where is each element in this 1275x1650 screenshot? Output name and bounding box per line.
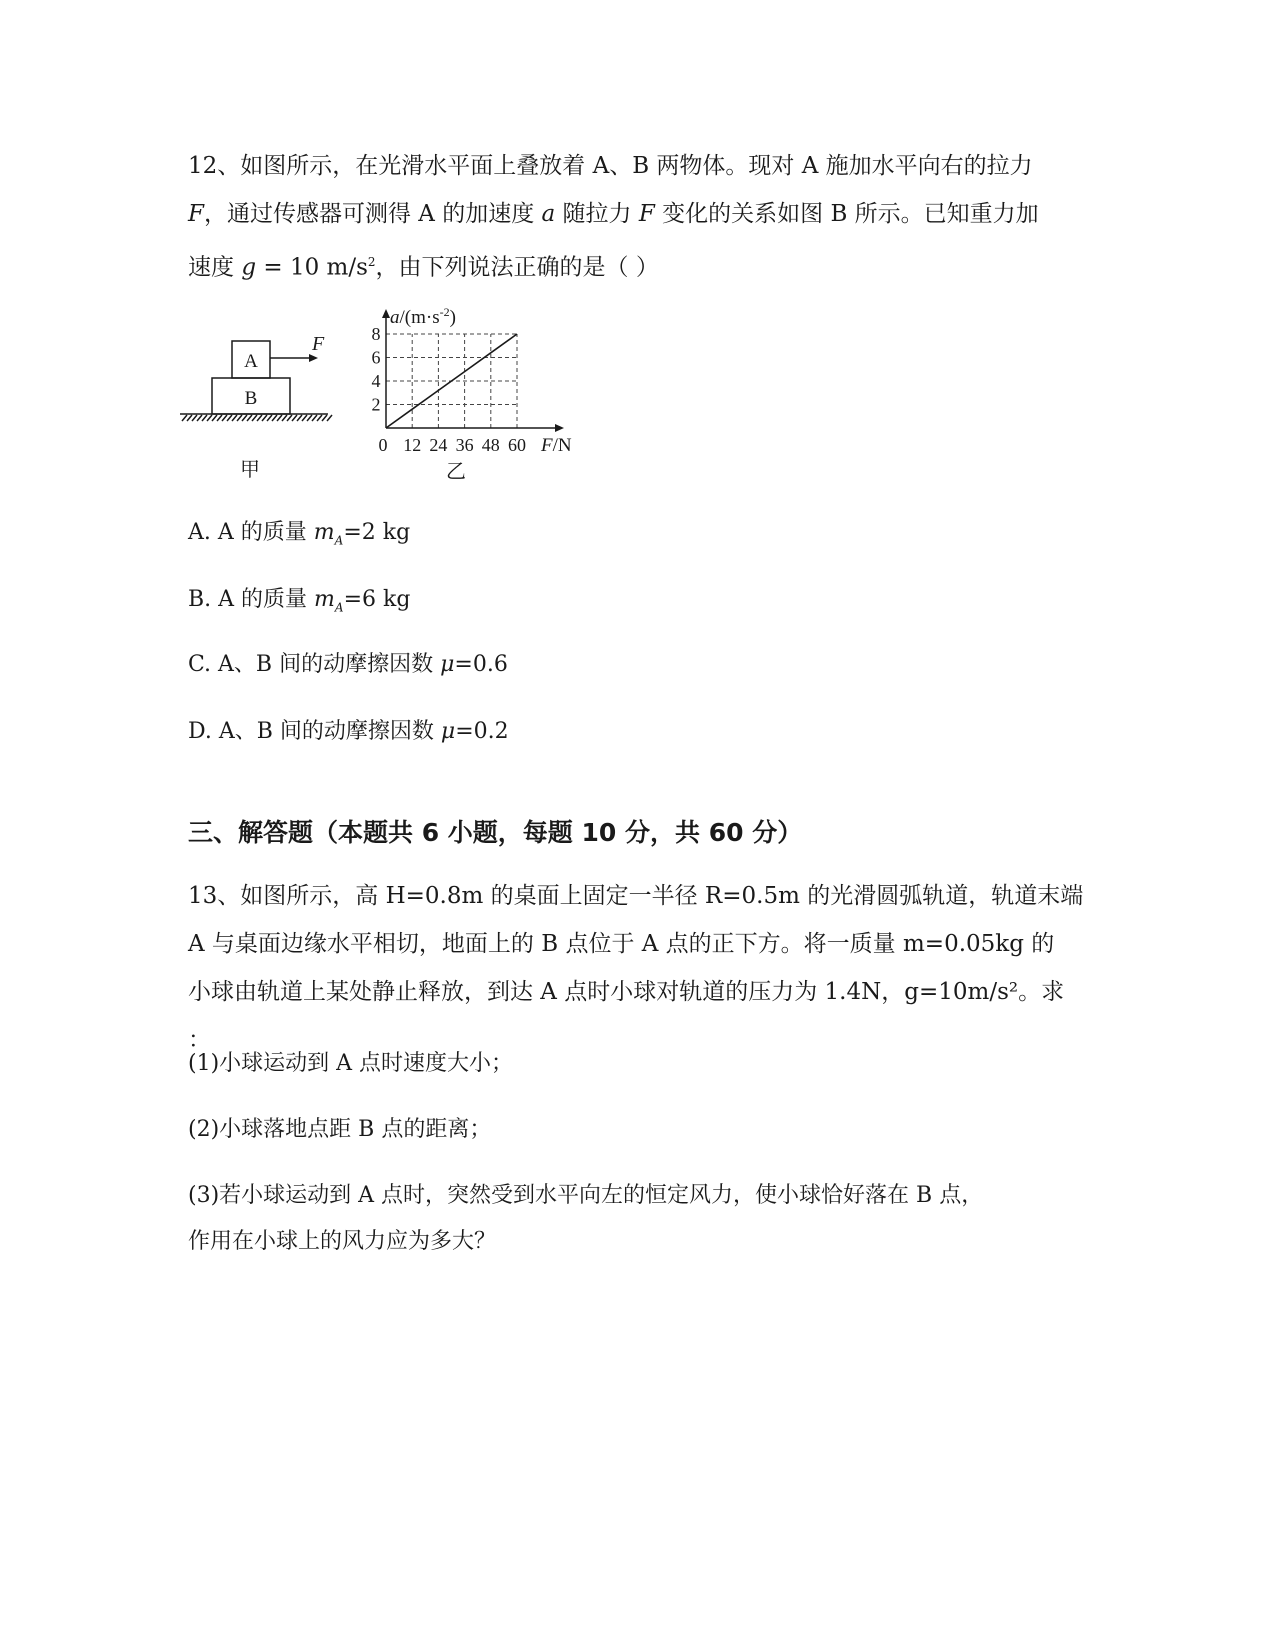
hatch-mark xyxy=(267,415,272,421)
y-axis-arrow xyxy=(382,309,390,318)
x-tick-label: 60 xyxy=(508,435,526,455)
x-axis-arrow xyxy=(555,424,564,432)
q13-line-4: ： xyxy=(188,1027,211,1053)
hatch-mark xyxy=(257,415,262,421)
q12-line-2: F，通过传感器可测得 A 的加速度 a 随拉力 F 变化的关系如图 B 所示。已知重力加 xyxy=(188,201,1039,227)
q13-sub-3-line-2: 作用在小球上的风力应为多大？ xyxy=(188,1229,497,1254)
hatch-mark xyxy=(252,415,257,421)
force-arrow-head xyxy=(309,354,318,362)
hatch-mark xyxy=(192,415,197,421)
option-b: B. A 的质量 $m_A=6$ kg xyxy=(188,587,411,615)
x-tick-label: 12 xyxy=(403,435,422,455)
hatch-mark xyxy=(222,415,227,421)
option-a: A. A 的质量 $m_A=2$ kg xyxy=(188,520,411,548)
y-tick-label: 4 xyxy=(371,371,381,391)
a-vs-f-chart xyxy=(372,309,565,455)
hatch-mark xyxy=(212,415,217,421)
hatch-mark xyxy=(262,415,267,421)
hatch-mark xyxy=(187,415,192,421)
q13-line-2: A 与桌面边缘水平相切，地面上的 B 点位于 A 点的正下方。将一质量 m=0.05kg 的 xyxy=(188,931,1055,957)
x-tick-label: 24 xyxy=(429,435,448,455)
figure-right-caption: 乙 xyxy=(446,461,466,483)
y-tick-label: 2 xyxy=(371,394,381,415)
section-title: 三、解答题（本题共 6 小题，每题 10 分，共 60 分） xyxy=(188,818,803,847)
force-label: F xyxy=(312,333,325,355)
hatch-mark xyxy=(312,415,317,421)
y-axis-label: $a/(m\cdot s^{-2})$ xyxy=(390,305,456,328)
y-tick-label: 8 xyxy=(371,324,381,344)
hatch-mark xyxy=(277,415,282,421)
x-axis-label: F/N xyxy=(541,435,572,456)
q13-line-3: 小球由轨道上某处静止释放，到达 A 点时小球对轨道的压力为 1.4N，g=10m/s²。求 xyxy=(188,979,1065,1005)
option-d: D. A、B 间的动摩擦因数 μ=0.2 xyxy=(188,719,509,744)
block-b-label: B xyxy=(244,388,258,409)
block-a-label: A xyxy=(244,351,258,372)
hatch-mark xyxy=(247,415,252,421)
hatch-mark xyxy=(217,415,222,421)
hatch-mark xyxy=(317,415,322,421)
hatch-mark xyxy=(232,415,237,421)
hatch-mark xyxy=(322,415,327,421)
hatch-mark xyxy=(292,415,297,421)
hatch-mark xyxy=(182,415,187,421)
hatch-mark xyxy=(272,415,277,421)
hatch-mark xyxy=(287,415,292,421)
hatch-mark xyxy=(282,415,287,421)
hatch-mark xyxy=(197,415,202,421)
data-line xyxy=(386,334,517,428)
q13-sub-2: (2)小球落地点距 B 点的距离； xyxy=(188,1117,492,1142)
hatch-mark xyxy=(242,415,247,421)
hatch-mark xyxy=(207,415,212,421)
q13-sub-1: (1)小球运动到 A 点时速度大小； xyxy=(188,1051,514,1076)
q12-line-1: 12、如图所示，在光滑水平面上叠放着 A、B 两物体。现对 A 施加水平向右的拉力 xyxy=(188,153,1033,179)
x-tick-label: 36 xyxy=(455,435,474,455)
hatch-mark xyxy=(302,415,307,421)
q13-sub-3-line-1: (3)若小球运动到 A 点时，突然受到水平向左的恒定风力，使小球恰好落在 B 点， xyxy=(188,1183,984,1208)
x-tick-label: 48 xyxy=(481,435,500,455)
hatch-mark xyxy=(297,415,302,421)
hatch-mark xyxy=(327,415,332,421)
hatch-mark xyxy=(202,415,207,421)
hatch-mark xyxy=(307,415,312,421)
option-c: C. A、B 间的动摩擦因数 μ=0.6 xyxy=(188,652,508,677)
ground-hatch xyxy=(182,415,332,421)
figure-left-caption: 甲 xyxy=(240,459,260,481)
q13-line-1: 13、如图所示，高 H=0.8m 的桌面上固定一半径 R=0.5m 的光滑圆弧轨道，轨道末端 xyxy=(188,883,1084,909)
x-tick-label: 0 xyxy=(378,435,388,455)
q12-line-3: 速度 g = 10 $m/s^2$，由下列说法正确的是（ ） xyxy=(188,254,659,281)
hatch-mark xyxy=(237,415,242,421)
hatch-mark xyxy=(227,415,232,421)
y-tick-label: 6 xyxy=(371,347,381,368)
